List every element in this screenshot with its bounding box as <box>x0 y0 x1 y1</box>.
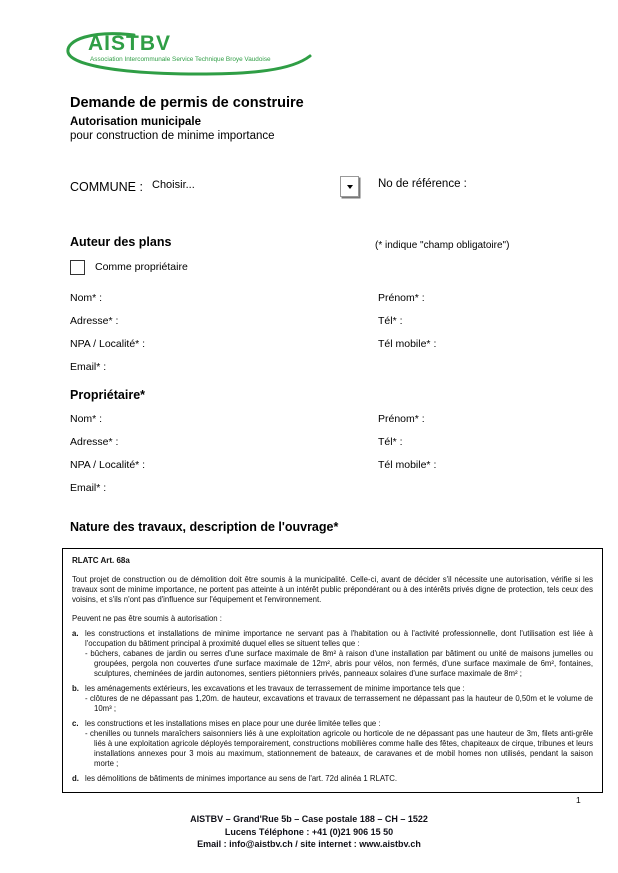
section-heading-auteur: Auteur des plans <box>70 235 172 249</box>
item-subtext: - clôtures de ne dépassant pas 1,20m. de hauteur, excavations et travaux de terrassement ne dépassant pas la hauteur de 0,50m et le volume de 10m³ ; <box>85 694 593 713</box>
rlatc-intro-paragraph: Tout projet de construction ou de démolition doit être soumis à la municipalité. Celle-ci, avant de décider s'il nécessite une autorisation, vérifie si les travaux sont de minime importance, ne portent pas atteinte à un intérêt public prépondérant ou à des intérêts privés digne de protection, tels ceux des voisins, et s'ils n'ont pas d'influence sur l'équipement et l'environnement. <box>72 575 593 604</box>
rlatc-item-a <box>72 629 593 679</box>
item-subtext: - chenilles ou tunnels maraîchers saisonniers liés à une exploitation agricole ou horticole de ne dépassant pas une hauteur de 3m, filets anti-grêle liés à une exploitation agricole déployés temporairement, constructions mobilières comme halle des fêtes, chapiteaux de cirque, tribunes et leurs installations annexes pour 3 mois au maximum, stationnement de bateaux, de caravanes et de mobil homes non utilisés, pendant la saison morte ; <box>85 729 593 768</box>
footer-contact-line: Email : info@aistbv.ch / site internet : www.aistbv.ch <box>197 839 421 849</box>
rlatc-item-b <box>72 684 593 714</box>
item-subtext: - bûchers, cabanes de jardin ou serres d'une surface maximale de 8m² à raison d'une installation par bâtiment ou unité de maisons jumelles ou groupées, pergola non couvertes d'une surface maximale de 12m², abris pour vélos, non fermés, d'une surface maximale de 6m², fontaines, sculptures, cheminées de jardin autonomes, sentiers piétonniers privés, panneaux solaires d'une surface maximale de 8m² ; <box>85 649 593 678</box>
section-heading-proprietaire: Propriétaire* <box>70 388 146 402</box>
field-label-prenom: Prénom* : <box>378 413 425 425</box>
aistbv-logo <box>64 28 324 78</box>
rlatc-item-d <box>72 774 593 784</box>
field-label-email: Email* : <box>70 361 107 373</box>
field-label-tel-mobile: Tél mobile* : <box>378 459 437 471</box>
auteur-row-3 <box>70 338 540 354</box>
auteur-row-4 <box>70 361 540 377</box>
footer <box>0 813 618 851</box>
comme-proprietaire-checkbox[interactable] <box>70 260 85 275</box>
field-label-tel: Tél* : <box>378 436 403 448</box>
proprietaire-row-1 <box>70 413 540 429</box>
rlatc-item-c <box>72 719 593 769</box>
commune-label: COMMUNE : <box>70 180 143 194</box>
proprietaire-row-2 <box>70 436 540 452</box>
logo-subtitle: Association Intercommunale Service Technique Broye Vaudoise <box>90 56 271 63</box>
commune-dropdown-button[interactable] <box>340 176 359 197</box>
field-label-email: Email* : <box>70 482 107 494</box>
field-label-npa-localite: NPA / Localité* : <box>70 459 146 471</box>
chevron-down-icon <box>347 185 353 189</box>
item-text: les constructions et les installations mises en place pour une durée limitée telles que : <box>85 719 381 728</box>
field-label-nom: Nom* : <box>70 292 103 304</box>
footer-phone-line: Lucens Téléphone : +41 (0)21 906 15 50 <box>224 826 394 837</box>
page-subtitle-2: pour construction de minime importance <box>70 130 275 142</box>
logo-text: AISTBV <box>88 32 172 55</box>
rlatc-box-title: RLATC Art. 68a <box>72 556 130 565</box>
section-heading-nature: Nature des travaux, description de l'ouvrage* <box>70 520 339 534</box>
auteur-row-2 <box>70 315 540 331</box>
field-label-prenom: Prénom* : <box>378 292 425 304</box>
required-field-note: (* indique "champ obligatoire") <box>375 240 510 251</box>
field-label-adresse: Adresse* : <box>70 436 119 448</box>
item-letter: a. <box>72 629 79 638</box>
item-letter: d. <box>72 774 79 783</box>
item-letter: c. <box>72 719 79 728</box>
item-letter: b. <box>72 684 79 693</box>
footer-address-line: AISTBV – Grand'Rue 5b – Case postale 188 – CH – 1522 <box>190 814 428 824</box>
reference-label: No de référence : <box>378 178 467 190</box>
field-label-tel: Tél* : <box>378 315 403 327</box>
proprietaire-row-4 <box>70 482 540 498</box>
item-text: les démolitions de bâtiments de minimes importance au sens de l'art. 72d alinéa 1 RLATC. <box>85 774 398 783</box>
comme-proprietaire-label: Comme propriétaire <box>95 261 188 273</box>
commune-select-value[interactable]: Choisir... <box>152 179 195 191</box>
commune-row <box>70 178 610 200</box>
page-title: Demande de permis de construire <box>70 95 304 111</box>
field-label-adresse: Adresse* : <box>70 315 119 327</box>
field-label-tel-mobile: Tél mobile* : <box>378 338 437 350</box>
rlatc-info-box <box>62 548 603 793</box>
item-text: les constructions et installations de minime importance ne servant pas à l'habitation ou à l'activité professionnelle, dont l'utilisation est liée à l'occupation du bâtiment principal à proximité duquel elles se situent telles que : <box>85 629 593 648</box>
field-label-npa-localite: NPA / Localité* : <box>70 338 146 350</box>
auteur-row-1 <box>70 292 540 308</box>
page-number: 1 <box>576 795 581 805</box>
item-text: les aménagements extérieurs, les excavations et les travaux de terrassement de minime importance tels que : <box>85 684 465 693</box>
proprietaire-row-3 <box>70 459 540 475</box>
page-subtitle-1: Autorisation municipale <box>70 116 201 128</box>
rlatc-subtitle: Peuvent ne pas être soumis à autorisation : <box>72 614 222 623</box>
title-block <box>70 95 304 142</box>
field-label-nom: Nom* : <box>70 413 103 425</box>
